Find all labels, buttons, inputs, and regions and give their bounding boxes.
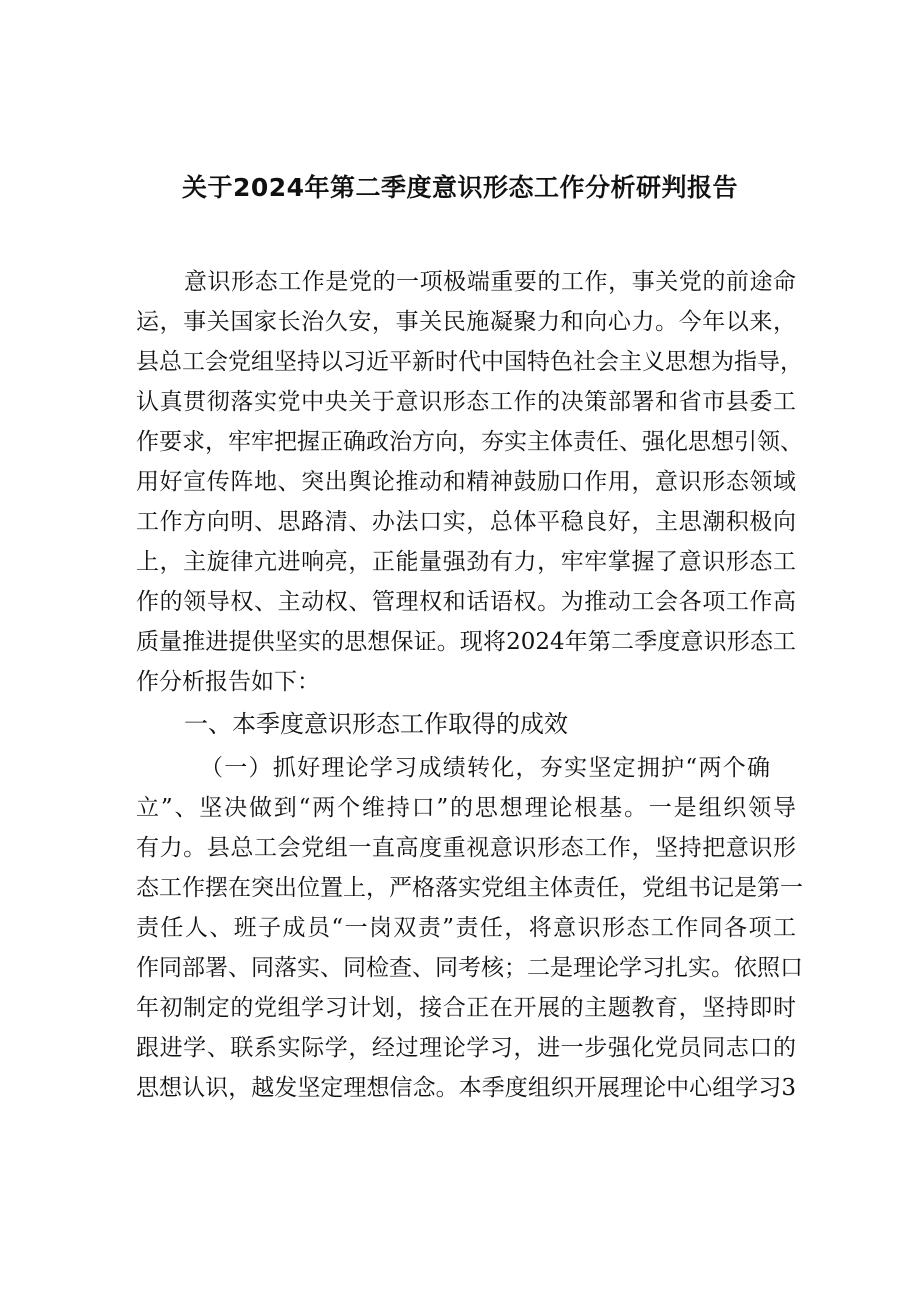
paragraph-line: 思想认识，越发坚定理想信念。本季度组织开展理论中心组学习3 [136, 1075, 796, 1101]
paragraph-line: 工作方向明、思路清、办法口实，总体平稳良好，主思潮积极向 [136, 509, 796, 535]
paragraph-line: 用好宣传阵地、突出舆论推动和精神鼓励口作用，意识形态领域 [136, 469, 796, 495]
paragraph-line: 认真贯彻落实党中央关于意识形态工作的决策部署和省市县委工 [136, 389, 796, 415]
paragraph-line: 作的领导权、主动权、管理权和话语权。为推动工会各项工作高 [136, 589, 796, 615]
paragraph-line: 作分析报告如下： [136, 669, 320, 695]
paragraph-line: 责任人、班子成员“一岗双责”责任，将意识形态工作同各项工 [136, 915, 796, 941]
paragraph-line: 质量推进提供坚实的思想保证。现将2024年第二季度意识形态工 [136, 629, 796, 655]
paragraph-line: 跟进学、联系实际学，经过理论学习，进一步强化党员同志口的 [136, 1035, 796, 1061]
paragraph-line: 意识形态工作是党的一项极端重要的工作，事关党的前途命 [184, 269, 796, 295]
paragraph-line: 立”、坚决做到“两个维持口”的思想理论根基。一是组织领导 [136, 795, 796, 821]
paragraph-line: 年初制定的党组学习计划，接合正在开展的主题教育，坚持即时 [136, 995, 796, 1021]
paragraph-line: （一）抓好理论学习成绩转化，夯实坚定拥护“两个确 [200, 755, 770, 781]
paragraph-line: 县总工会党组坚持以习近平新时代中国特色社会主义思想为指导， [136, 349, 803, 375]
paragraph-line: 态工作摆在突出位置上，严格落实党组主体责任，党组书记是第一 [136, 875, 803, 901]
paragraph-line: 作同部署、同落实、同检查、同考核；二是理论学习扎实。依照口 [136, 955, 803, 981]
paragraph-line: 有力。县总工会党组一直高度重视意识形态工作，坚持把意识形 [136, 835, 796, 861]
section-heading: 一、本季度意识形态工作取得的成效 [184, 710, 568, 738]
document-title: 关于2024年第二季度意识形态工作分析研判报告 [181, 173, 739, 202]
paragraph-line: 上，主旋律亢进响亮，正能量强劲有力，牢牢掌握了意识形态工 [136, 549, 796, 575]
paragraph-line: 运，事关国家长治久安，事关民施凝聚力和向心力。今年以来， [136, 309, 796, 335]
paragraph-line: 作要求，牢牢把握正确政治方向，夯实主体责任、强化思想引领、 [136, 429, 803, 455]
